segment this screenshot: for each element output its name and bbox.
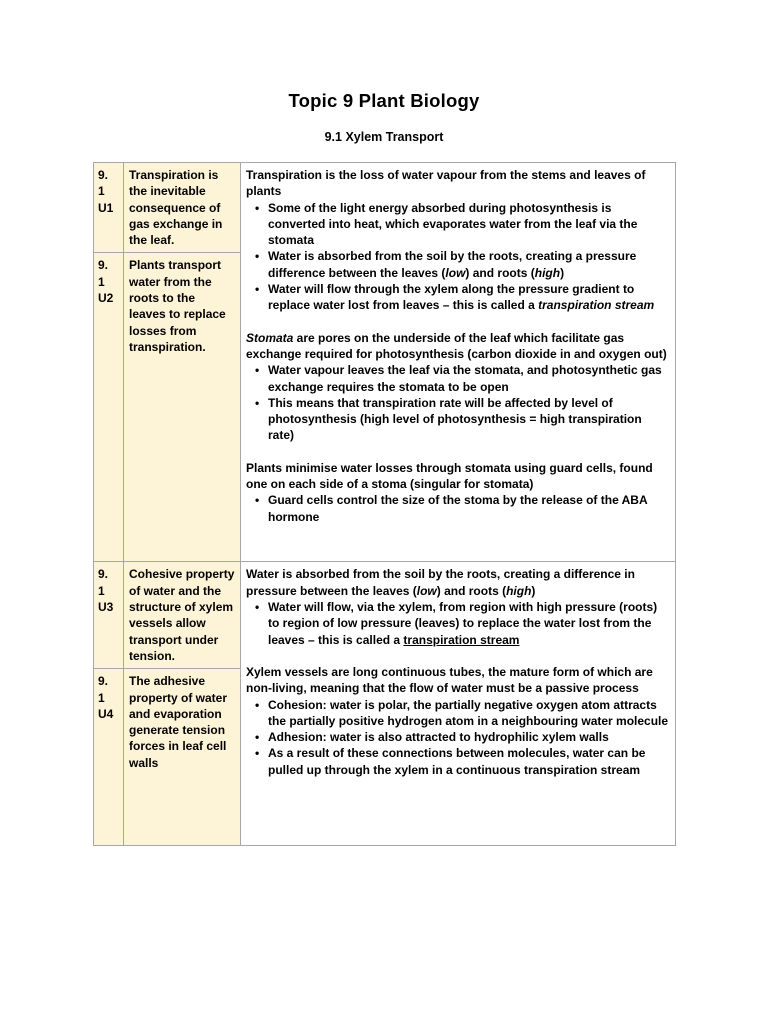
understanding-statement: Plants transport water from the roots to the leaves to replace losses from transpiration. [124, 253, 241, 562]
notes-paragraph: Xylem vessels are long continuous tubes, the mature form of which are non-living, meaning that the flow of water must be a passive process [246, 664, 653, 696]
list-item: • Water will flow, via the xylem, from region with high pressure (roots) to region of low pressure (leaves) to replace the water lost from the leaves – this is called a transpiration stream [268, 599, 670, 648]
understanding-code: 9. 1 U1 [94, 163, 124, 253]
understanding-code: 9. 1 U3 [94, 562, 124, 669]
bullet-list [246, 599, 670, 648]
understanding-code: 9. 1 U4 [94, 669, 124, 846]
list-item: • As a result of these connections between molecules, water can be pulled up through the xylem in a continuous transpiration stream [268, 745, 670, 778]
notes-paragraph: Plants minimise water losses through stomata using guard cells, found one on each side of a stoma (singular for stomata) [246, 460, 653, 492]
list-item: • Some of the light energy absorbed during photosynthesis is converted into heat, which evaporates water from the leaf via the stomata [268, 200, 670, 249]
table-row [94, 163, 676, 253]
bullet-list [246, 362, 670, 443]
understanding-statement: The adhesive property of water and evaporation generate tension forces in leaf cell walls [124, 669, 241, 846]
list-item: • This means that transpiration rate will be affected by level of photosynthesis (high level of photosynthesis = high transpiration rate) [268, 395, 670, 444]
notes-table [93, 162, 676, 846]
notes-paragraph: Stomata are pores on the underside of the leaf which facilitate gas exchange required for photosynthesis (carbon dioxide in and oxygen out) [246, 330, 667, 361]
list-item: • Adhesion: water is also attracted to hydrophilic xylem walls [268, 729, 670, 745]
notes-paragraph: Transpiration is the loss of water vapour from the stems and leaves of plants [246, 168, 646, 199]
list-item: • Guard cells control the size of the stoma by the release of the ABA hormone [268, 492, 670, 525]
understanding-statement: Cohesive property of water and the structure of xylem vessels allow transport under tension. [124, 562, 241, 669]
bullet-list [246, 492, 670, 525]
notes-content [241, 163, 676, 562]
bullet-list [246, 200, 670, 314]
notes-content [241, 562, 676, 846]
list-item: • Water is absorbed from the soil by the roots, creating a pressure difference between the leaves (low) and roots (high) [268, 248, 670, 281]
understanding-code: 9. 1 U2 [94, 253, 124, 562]
list-item: • Water vapour leaves the leaf via the stomata, and photosynthetic gas exchange requires the stomata to be open [268, 362, 670, 395]
page-title: Topic 9 Plant Biology [288, 90, 480, 111]
understanding-statement: Transpiration is the inevitable consequence of gas exchange in the leaf. [124, 163, 241, 253]
list-item: • Water will flow through the xylem along the pressure gradient to replace water lost from leaves – this is called a transpiration stream [268, 281, 670, 314]
notes-paragraph: Water is absorbed from the soil by the roots, creating a difference in pressure between the leaves (low) and roots (high) [246, 567, 635, 598]
table-row [94, 562, 676, 669]
bullet-list [246, 697, 670, 778]
section-title: 9.1 Xylem Transport [324, 130, 444, 144]
list-item: • Cohesion: water is polar, the partially negative oxygen atom attracts the partially positive hydrogen atom in a neighbouring water molecule [268, 697, 670, 730]
